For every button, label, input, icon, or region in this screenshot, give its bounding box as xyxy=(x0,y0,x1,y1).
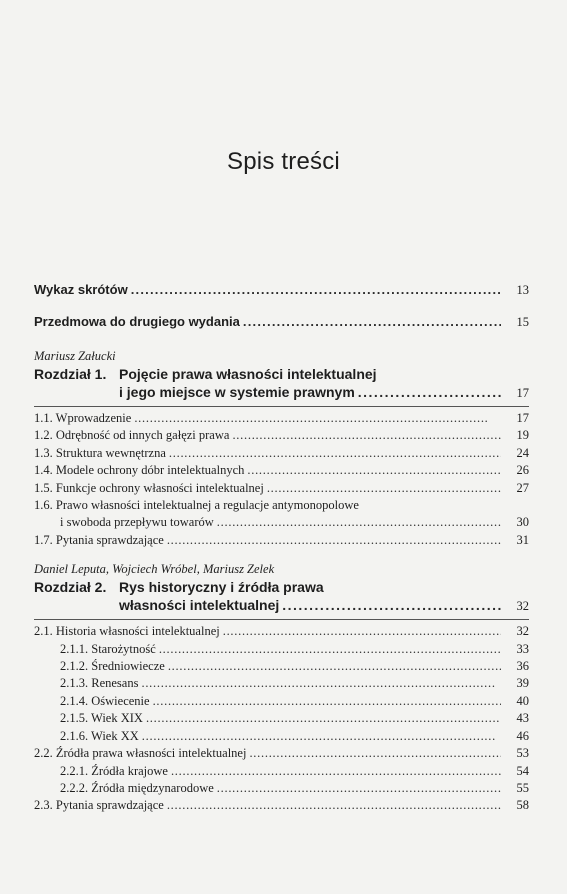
toc-entry-label: 2.1.3. Renesans xyxy=(60,676,139,691)
dot-leader xyxy=(217,780,501,797)
toc-entry-2-2[interactable] xyxy=(34,745,529,762)
toc-entry-page: 43 xyxy=(516,711,529,726)
toc-entry-page: 39 xyxy=(516,676,529,691)
dot-leader xyxy=(159,641,501,658)
chapter-1-title-line2: i jego miejsce w systemie prawnym xyxy=(119,384,355,400)
toc-entry-1-2[interactable] xyxy=(34,427,529,444)
chapter-2-title-row[interactable] xyxy=(34,596,529,616)
dot-leader xyxy=(249,745,501,762)
toc-entry-label: 1.5. Funkcje ochrony własności intelektualnej xyxy=(34,480,264,495)
toc-entry-2-1-4[interactable] xyxy=(34,693,529,710)
toc-entry-1-7[interactable] xyxy=(34,532,529,549)
toc-entry-label: 1.3. Struktura wewnętrzna xyxy=(34,445,166,460)
toc-entry-page: 33 xyxy=(516,641,529,656)
toc-entry-2-3[interactable] xyxy=(34,797,529,814)
toc-entry-page: 27 xyxy=(516,480,529,495)
divider xyxy=(34,406,529,407)
toc-entry-label: 1.2. Odrębność od innych gałęzi prawa xyxy=(34,428,230,443)
toc-entry-label: 2.1.1. Starożytność xyxy=(60,641,156,656)
toc-entry-label: 2.2. Źródła prawa własności intelektualnej xyxy=(34,746,247,761)
toc-entry-label: 2.1. Historia własności intelektualnej xyxy=(34,624,220,639)
toc-entry-label: Wykaz skrótów xyxy=(34,282,128,297)
toc-entry-label: 2.1.2. Średniowiecze xyxy=(60,659,165,674)
toc-entry-2-2-1[interactable] xyxy=(34,763,529,780)
dot-leader xyxy=(142,728,501,745)
toc-entry-label: Przedmowa do drugiego wydania xyxy=(34,314,240,329)
page-title: Spis treści xyxy=(227,148,340,175)
toc-entry-preface[interactable] xyxy=(34,312,529,332)
dot-leader xyxy=(168,658,501,675)
toc-entry-label: 1.4. Modele ochrony dóbr intelektualnych xyxy=(34,463,245,478)
toc-entry-2-2-2[interactable] xyxy=(34,780,529,797)
toc-entry-label: 1.1. Wprowadzenie xyxy=(34,411,132,425)
chapter-1-author: Mariusz Załucki xyxy=(34,349,116,363)
toc-entry-label: 2.3. Pytania sprawdzające xyxy=(34,798,164,813)
toc-entry-1-6-line1[interactable]: 1.6. Prawo własności intelektualnej a regulacje antymonopolowe xyxy=(34,498,359,513)
toc-entry-page: 58 xyxy=(516,798,529,813)
toc-entry-1-5[interactable] xyxy=(34,480,529,497)
chapter-1-number: Rozdział 1. xyxy=(34,366,107,382)
dot-leader xyxy=(171,763,501,780)
chapter-2-author: Daniel Leputa, Wojciech Wróbel, Mariusz Zelek xyxy=(34,562,275,577)
toc-entry-page: 17 xyxy=(516,411,529,425)
dot-leader xyxy=(232,427,501,444)
toc-entry-label: 2.2.1. Źródła krajowe xyxy=(60,763,168,778)
toc-entry-2-1-6[interactable] xyxy=(34,728,529,745)
dot-leader xyxy=(134,410,501,427)
toc-entry-1-4[interactable] xyxy=(34,462,529,479)
toc-entry-page: 19 xyxy=(516,428,529,443)
toc-entry-2-1[interactable] xyxy=(34,623,529,640)
dot-leader xyxy=(223,623,501,640)
dot-leader xyxy=(131,280,501,299)
dot-leader xyxy=(167,797,501,814)
dot-leader xyxy=(169,445,501,462)
toc-entry-label: i swoboda przepływu towarów xyxy=(60,515,214,530)
toc-entry-page: 26 xyxy=(516,463,529,478)
toc-entry-abbreviations[interactable] xyxy=(34,280,529,300)
dot-leader xyxy=(167,532,501,549)
chapter-2-heading[interactable] xyxy=(34,578,529,596)
toc-entry-page: 36 xyxy=(516,659,529,674)
toc-entry-label: 2.1.6. Wiek XX xyxy=(60,728,139,743)
toc-entry-page: 31 xyxy=(516,532,529,547)
toc-entry-page: 54 xyxy=(516,763,529,778)
toc-entry-1-6[interactable] xyxy=(34,514,529,531)
toc-entry-label: 2.2.2. Źródła międzynarodowe xyxy=(60,780,214,795)
toc-entry-page: 40 xyxy=(516,693,529,708)
chapter-2-number: Rozdział 2. xyxy=(34,579,107,596)
dot-leader xyxy=(141,675,501,692)
dot-leader xyxy=(243,312,501,331)
toc-entry-1-3[interactable] xyxy=(34,445,529,462)
dot-leader xyxy=(153,693,501,710)
toc-entry-page: 53 xyxy=(516,746,529,761)
toc-entry-2-1-1[interactable] xyxy=(34,641,529,658)
toc-entry-page: 13 xyxy=(516,283,529,297)
toc-entry-page: 15 xyxy=(516,315,529,329)
dot-leader xyxy=(282,596,501,615)
toc-entry-1-1[interactable] xyxy=(34,410,529,427)
divider xyxy=(34,619,529,620)
chapter-2-page: 32 xyxy=(516,599,529,614)
table-of-contents xyxy=(34,280,529,815)
dot-leader xyxy=(267,480,501,497)
toc-entry-2-1-5[interactable] xyxy=(34,710,529,727)
toc-entry-label: 1.7. Pytania sprawdzające xyxy=(34,532,164,547)
dot-leader xyxy=(358,383,501,402)
toc-entry-label: 2.1.5. Wiek XIX xyxy=(60,711,143,726)
chapter-2-title-line1: Rys historyczny i źródła prawa xyxy=(119,579,324,596)
chapter-1-title-line1: Pojęcie prawa własności intelektualnej xyxy=(119,366,377,382)
toc-entry-page: 55 xyxy=(516,780,529,795)
toc-entry-page: 30 xyxy=(516,515,529,530)
chapter-1-page: 17 xyxy=(516,386,529,400)
chapter-1-title-row[interactable] xyxy=(34,383,529,403)
chapter-1-heading[interactable] xyxy=(34,365,529,383)
chapter-2-title-line2: własności intelektualnej xyxy=(119,597,280,614)
dot-leader xyxy=(146,710,501,727)
toc-entry-page: 32 xyxy=(516,624,529,639)
toc-entry-page: 46 xyxy=(516,728,529,743)
toc-entry-2-1-3[interactable] xyxy=(34,675,529,692)
toc-entry-label: 2.1.4. Oświecenie xyxy=(60,693,150,708)
toc-entry-page: 24 xyxy=(516,445,529,460)
dot-leader xyxy=(217,514,501,531)
toc-entry-2-1-2[interactable] xyxy=(34,658,529,675)
dot-leader xyxy=(247,462,501,479)
